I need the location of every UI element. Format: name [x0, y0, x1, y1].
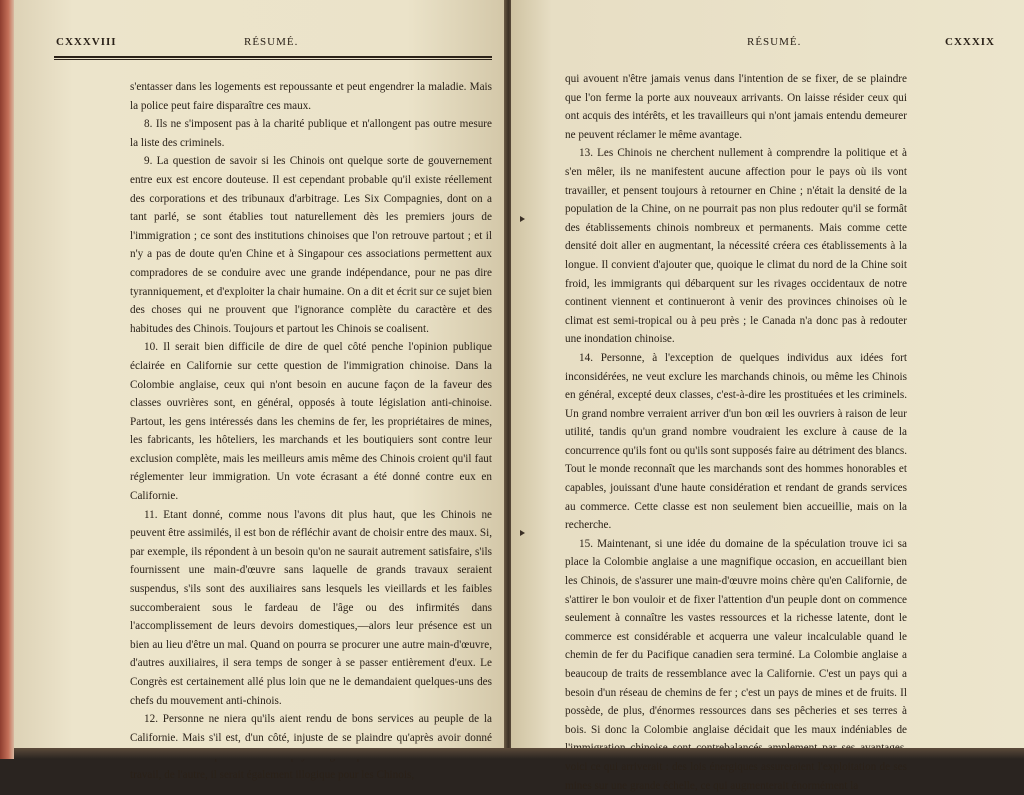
paragraph: 13. Les Chinois ne cherchent nullement à comprendre la politique et à s'en mêler, ils ne manifestent aucune affection pour le pays où ils vont travailler, et pensent toujours à retourner en Chine ; n'était la densité de la population de la Chine, on ne pourrait pas non plus redouter qu'il se formât des établissements chinois nombreux et permanents. Mais comme cette densité doit aller en augmentant, la nécessité créera ces établissements à la longue. Il convient d'ajouter que, quoique le climat du nord de la Chine soit froid, les immigrants qui débarquent sur les rivages occidentaux de notre continent viennent et continueront à venir des provinces chinoises où le climat est semi-tropical ou à peu près ; le Canada n'a donc pas à redouter une inondation chinoise.: [565, 147, 907, 346]
right-text-block: [565, 70, 907, 795]
book-edge: [0, 0, 14, 759]
right-folio: CXXXIX: [945, 36, 995, 48]
left-page: [14, 0, 506, 781]
right-running-head: RÉSUMÉ.: [747, 36, 802, 48]
binding-stitch-mark: [520, 216, 525, 222]
paragraph: 9. La question de savoir si les Chinois ont quelque sorte de gouvernement entre eux est encore douteuse. Il est cependant probable qu'il existe réellement des corporations et des tribunaux d'arbitrage. Les Six Compagnies, dont on a tant parlé, se sont établies tout naturellement dès les premiers jours de l'immigration ; ce sont des institutions chinoises que l'on retrouve partout ; et il n'y a pas de doute qu'en Chine et à Singapour ces associations permettent aux compradores de se conduire avec une grande indépendance, pour ne pas dire tyranniquement, et d'exploiter la chair humaine. On a dit et écrit sur ce sujet bien des choses qui ne prouvent que l'ignorance complète du caractère et des habitudes des Chinois. Toujours et partout les Chinois se coalisent.: [130, 155, 492, 335]
paragraph: 11. Etant donné, comme nous l'avons dit plus haut, que les Chinois ne peuvent être assimilés, il est bon de réfléchir avant de choisir entre des maux. Si, par exemple, ils répondent à un besoin qu'on ne saurait autrement satisfaire, s'ils fournissent une main-d'œuvre sans laquelle de grands travaux seraient suspendus, s'ils sont des auxiliaires sans lesquels les vieillards et les faibles succomberaient sous le fardeau de l'âge ou des infirmités dans l'accomplissement de leurs devoirs domestiques,—alors leur présence est un bien au lieu d'être un mal. Quand on pourra se procurer une autre main-d'œuvre, d'autres auxiliaires, il sera temps de songer à se passer entièrement d'eux. Le Congrès est certainement allé plus loin que ne le demandaient quelques-uns des chefs du mouvement anti-chinois.: [130, 508, 492, 707]
left-head-rule: [54, 56, 492, 60]
paragraph: qui avouent n'être jamais venus dans l'intention de se fixer, de se plaindre que l'on ferme la porte aux nouveaux arrivants. On laisse résider ceux qui ont acquis des intérêts, et les travailleurs qui n'ont jamais entendu demeurer ne peuvent réclamer le même avantage.: [565, 73, 907, 141]
left-folio: CXXXVIII: [56, 36, 117, 48]
left-running-head: RÉSUMÉ.: [244, 36, 299, 48]
binding-stitch-mark: [520, 530, 525, 536]
left-text-block: [130, 78, 492, 785]
paragraph: 12. Personne ne niera qu'ils aient rendu de bons services au peuple de la Californie. Mais s'il est, d'un côté, injuste de se plaindre qu'après avoir donné travail, de l'autre, il serait également illogique pour les Chinois,: [130, 713, 492, 781]
book-bottom-edge: [14, 748, 1024, 759]
paragraph: s'entasser dans les logements est repoussante et peut engendrer la maladie. Mais la police peut faire disparaître ces maux.: [130, 81, 492, 112]
paragraph: 14. Personne, à l'exception de quelques individus aux idées fort inconsidérées, ne veut exclure les marchands chinois, ou même les Chinois en général, excepté deux classes, c'est-à-dire les prostituées et les criminels. Un grand nombre verraient arriver d'un bon œil les ouvriers à raison de leur utilité, tandis qu'un grand nombre voudraient les exclure à cause de la concurrence qu'ils font ou qu'ils sont supposés faire au détriment des blancs. Tout le monde reconnaît que les marchands sont des hommes honorables et capables, jouissant d'une haute considération et rendant de grands services au commerce. Cette classe est non seulement bien accueillie, mais on la recherche.: [565, 351, 907, 532]
paragraph: 15. Maintenant, si une idée du domaine de la spéculation trouve ici sa place la Colombie anglaise a une magnifique occasion, en accueillant bien les Chinois, de s'assurer une main-d'œuvre moins chère qu'en Californie, de s'attirer le bon vouloir et de fixer l'attention d'un peuple dont on commence seulement à connaître les vastes ressources et la richesse latente, dont le commerce est considérable et acquerra une valeur incalculable quand le chemin de fer du Pacifique canadien sera terminé. La Colombie anglaise a beaucoup de traits de ressemblance avec la Californie. C'est un pays qui a besoin d'un réseau de chemins de fer ; c'est un pays de mines et de fruits. Il possède, de plus, d'énormes ressources dans ses pêcheries et ses terres à bois. Si donc la Colombie anglaise décidait que les maux indéniables de voici ce qui arriverait : des lois énergiques assureraient l'exploitation de ses mines sur une grande échelle, ce qui augmenterait énormément la: [565, 537, 907, 792]
paragraph: 10. Il serait bien difficile de dire de quel côté penche l'opinion publique éclairée en Californie sur cette question de l'immigration chinoise. Dans la Colombie anglaise, ceux qui n'ont besoin en aucune façon de la faveur des classes ouvrières sont, en général, opposés à toute législation anti-chinoise. Partout, les gens intéressés dans les chemins de fer, les propriétaires de mines, les fabricants, les hôteliers, les marchands et les boutiquiers sont contre leur exclusion complète, mais les meilleurs amis même des Chinois croient qu'il faut réglementer leur immigration. Un vote écrasant a été donné contre eux en Californie.: [130, 341, 492, 503]
right-page: [511, 0, 1024, 792]
paragraph: 8. Ils ne s'imposent pas à la charité publique et n'allongent pas outre mesure la liste des criminels.: [130, 118, 492, 149]
